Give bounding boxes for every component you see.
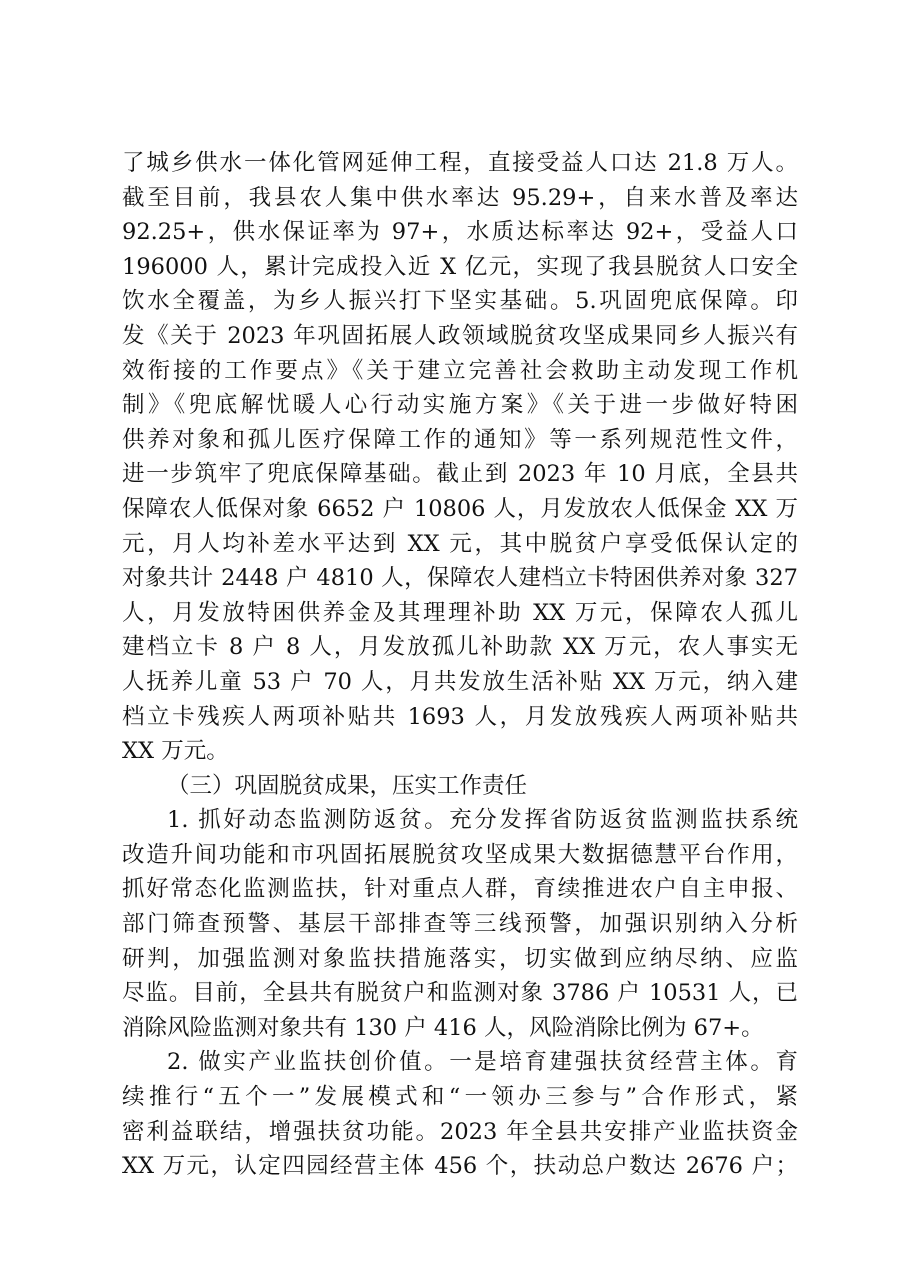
text-line: 建档立卡 8 户 8 人，月发放孤儿补助款 XX 万元，农人事实无 (122, 634, 798, 661)
text-line: 抓好常态化监测监扶，针对重点人群，育续推进农户自主申报、 (122, 876, 798, 903)
text-line: XX 万元。 (122, 738, 229, 765)
text-line: 发《关于 2023 年巩固拓展人政领域脱贫攻坚成果同乡人振兴有 (122, 322, 798, 349)
text-line: 饮水全覆盖，为乡人振兴打下坚实基础。5.巩固兜底保障。印 (122, 288, 798, 315)
text-line: 对象共计 2448 户 4810 人，保障农人建档立卡特困供养对象 327 (122, 565, 798, 592)
text-line: 了城乡供水一体化管网延伸工程，直接受益人口达 21.8 万人。 (122, 150, 798, 176)
text-line: 2. 做实产业监扶创价值。一是培育建强扶贫经营主体。育 (167, 1049, 798, 1076)
text-line: XX 万元，认定四园经营主体 456 个，扶动总户数达 2676 户； (122, 1153, 798, 1180)
text-line: 元，月人均补差水平达到 XX 元，其中脱贫户享受低保认定的 (122, 530, 798, 557)
text-line: 196000 人，累计完成投入近 X 亿元，实现了我县脱贫人口安全 (122, 253, 798, 280)
text-line: 供养对象和孤儿医疗保障工作的通知》等一系列规范性文件， (122, 426, 798, 453)
text-line: 效衔接的工作要点》《关于建立完善社会救助主动发现工作机 (122, 357, 798, 384)
text-line: 人，月发放特困供养金及其理理补助 XX 万元，保障农人孤儿 (122, 599, 798, 626)
text-line: 人抚养儿童 53 户 70 人，月共发放生活补贴 XX 万元，纳入建 (122, 668, 798, 695)
text-line: 续推行“五个一”发展模式和“一领办三参与”合作形式，紧 (122, 1084, 798, 1111)
text-line: 截至目前，我县农人集中供水率达 95.29+，自来水普及率达 (122, 184, 798, 211)
text-line: 92.25+，供水保证率为 97+，水质达标率达 92+，受益人口 (122, 219, 798, 246)
text-line: 消除风险监测对象共有 130 户 416 人，风险消除比例为 67+。 (122, 1014, 764, 1041)
text-line: 制》《兜底解忧暖人心行动实施方案》《关于进一步做好特困 (122, 392, 798, 419)
text-line: 保障农人低保对象 6652 户 10806 人，月发放农人低保金 XX 万 (122, 495, 798, 522)
text-line: 进一步筑牢了兜底保障基础。截止到 2023 年 10 月底，全县共 (122, 461, 798, 488)
text-line: 部门筛查预警、基层干部排查等三线预警，加强识别纳入分析 (122, 911, 798, 938)
document-body (122, 146, 798, 1184)
text-line: 1. 抓好动态监测防返贫。充分发挥省防返贫监测监扶系统 (167, 807, 798, 834)
text-line: 尽监。目前，全县共有脱贫户和监测对象 3786 户 10531 人，已 (122, 980, 798, 1007)
text-line: 研判，加强监测对象监扶措施落实，切实做到应纳尽纳、应监 (122, 945, 798, 972)
text-line: 密利益联结，增强扶贫功能。2023 年全县共安排产业监扶资金 (122, 1118, 798, 1145)
text-line: 档立卡残疾人两项补贴共 1693 人，月发放残疾人两项补贴共 (122, 703, 798, 730)
text-line: 改造升间功能和市巩固拓展脱贫攻坚成果大数据德慧平台作用， (122, 841, 798, 868)
section-heading: （三）巩固脱贫成果，压实工作责任 (167, 772, 528, 799)
